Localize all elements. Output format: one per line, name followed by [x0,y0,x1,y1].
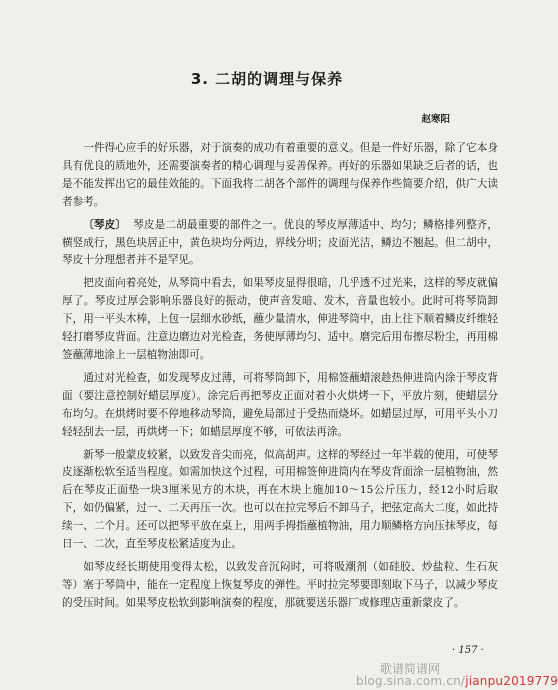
article-body [62,140,498,618]
paragraph-qinpi [62,217,498,271]
watermark-url-prefix: blog.sina.com.cn/ [356,674,466,688]
watermark-url-suffix: jianpu2019779 [465,674,558,688]
paragraph-thick-skin: 把皮面向着亮处，从琴筒中看去，如果琴皮显得很暗，几乎透不过光来，这样的琴皮就偏厚了。琴皮过厚会影响乐器良好的振动，使声音发暗、发木，音量也较小。此时可将琴筒卸下，用一平头木棒，上包一层细水砂纸，蘸少量清水，伸进琴筒中，由上往下顺着鳞皮纤维轻轻打磨琴皮背面。注意边磨边对光检查，务使厚薄均匀、适中。磨完后用布擦尽粉尘，再用棉签蘸薄地涂上一层植物油即可。 [62,277,498,361]
watermark-site-name: 歌谱简谱网 [380,662,441,676]
paragraph-qinpi-text: 琴皮是二胡最重要的部件之一。优良的琴皮厚薄适中、均匀；鳞格排列整齐，横竖成行，黑色块居正中，黄色块均分两边，界线分明；皮面光洁，鳞边不翘起。但二胡中，琴皮十分理想者并不是罕见。 [62,218,499,267]
paragraph-new-skin: 新琴一般蒙皮较紧，以致发音尖而亮，似高胡声。这样的琴经过一年半载的使用，可使琴皮逐渐松软至适当程度。如需加快这个过程，可用棉签伸进筒内在琴皮背面涂一层植物油，然后在琴皮正面垫一块3厘米见方的木块，再在木块上施加10～15公斤压力，经12小时后取下，如仍偏紧，过一、二天再压一次。也可以在拉完琴后不卸马子，把弦定高大二度，如此持续一、二个月。还可以把琴平放在桌上，用两手拇指蘸植物油，用力顺鳞格方向压抹琴皮，每日一、二次，直至琴皮松紧适度为止。 [62,448,498,551]
author-name: 赵寒阳 [421,114,450,125]
watermark-url [356,674,558,688]
paragraph-loose-skin: 如琴皮经长期使用变得太松，以致发音沉闷时，可将吸潮剂（如硅胶、炒盐粒、生石灰等）塞于琴筒中，能在一定程度上恢复琴皮的弹性。平时拉完琴要即刻取下马子，以减少琴皮的受压时间。如果琴皮松软到影响演奏的程度，那就要送乐器厂或修理店重新蒙皮了。 [62,560,498,609]
section-heading-qinpi: 〔琴皮〕 [83,218,127,231]
page-number: · 157 · [452,645,484,656]
page-title: 3. 二胡的调理与保养 [190,70,344,88]
paragraph-intro: 一件得心应手的好乐器，对于演奏的成功有着重要的意义。但是一件好乐器，除了它本身具有优良的质地外，还需要演奏者的精心调理与妥善保养。再好的乐器如果缺乏后者的话，也是不能发挥出它的最佳效能的。下面我将二胡各个部件的调理与保养作些简要介绍，供广大读者参考。 [62,142,498,208]
paragraph-thin-skin: 通过对光检查，如发现琴皮过薄，可将琴筒卸下，用棉签蘸蜡滚趁热伸进筒内涂于琴皮背面（要注意控制好蜡层厚度）。涂完后再把琴皮正面对着小火烘烤一下，平放片刻，使蜡层分布均匀。在烘烤时要不停地移动琴筒，避免局部过于受热而烧坏。如蜡层过厚，可用平头小刀轻轻刮去一层，再烘烤一下；如蜡层厚度不够，可依法再涂。 [62,371,498,438]
